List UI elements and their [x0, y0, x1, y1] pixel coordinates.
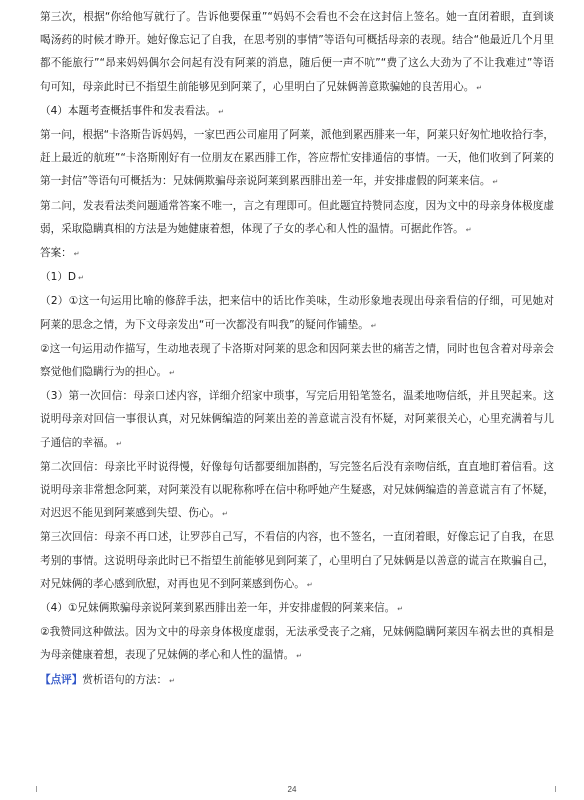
paragraph-mark-icon: ↵ [296, 652, 303, 661]
paragraph [40, 290, 554, 337]
dianping-line [40, 669, 554, 693]
paragraph-text: 第三次回信：母亲不再口述，让罗莎自己写，不看信的内容，也不签名，一直闭着眼，好像忘记了自我，在思考别的事情。这说明母亲此时已不指望生前能够见到阿莱了，心里明白了兄妹俩是以善意的谎言在欺骗自己，对兄妹俩的孝心感到欣慰，对再也见不到阿莱感到伤心。 [40, 531, 554, 590]
dianping-text: 赏析语句的方法： [82, 673, 168, 686]
paragraph-mark-icon: ↵ [465, 225, 472, 234]
paragraph-mark-icon: ↵ [492, 178, 499, 187]
paragraph-mark-icon: ↵ [370, 321, 377, 330]
paragraph-text: 第二问，发表看法类问题通常答案不唯一，言之有理即可。但此题宜持赞同态度，因为文中的母亲身体极度虚弱，采取隐瞒真相的方法是为她健康着想，体现了子女的孝心和人性的温情。可据此作答。 [40, 199, 554, 235]
paragraph-mark-icon: ↵ [476, 83, 483, 92]
paragraph-mark-icon: ↵ [222, 510, 228, 519]
paragraph [40, 266, 554, 290]
paragraph-mark-icon: ↵ [218, 107, 225, 116]
paragraph-text: （1）D [40, 271, 77, 284]
paragraph-text: 答案： [40, 247, 72, 260]
paragraph [40, 100, 554, 124]
paragraph-text: （2）①这一句运用比喻的修辞手法，把来信中的话比作美味，生动形象地表现出母亲看信的仔细，可见她对阿莱的思念之情，为下文母亲发出“可一次都没有叫我”的疑问作铺垫。 [40, 295, 554, 331]
paragraph-mark-icon: ↵ [73, 250, 80, 259]
paragraph-text: （4）①兄妹俩欺骗母亲说阿莱到累西腓出差一年，并安排虚假的阿莱来信。 [40, 602, 396, 615]
paragraph [40, 456, 554, 527]
paragraph-text: 第三次，根据“你给他写就行了。告诉他要保重”“妈妈不会看也不会在这封信上签名。她一直闭着眼，直到谈喝汤药的时候才睁开。她好像忘记了自我，在思考别的事情”等语句可概括母亲的表现。结合“他最近几个月里都不能旅行”“昂来妈妈偶尔会问起有没有阿莱的消息，随后便一声不吭”“费了这么大劲为了不让我难过”等语句可知，母亲此时已不指望生前能够见到阿莱了，心里明白了兄妹俩善意欺骗她的良苦用心。 [40, 11, 554, 93]
paragraph [40, 124, 554, 195]
paragraph-text: ②我赞同这种做法。因为文中的母亲身体极度虚弱，无法承受丧子之痛，兄妹俩隐瞒阿莱因车祸去世的真相是为母亲健康着想，表现了兄妹俩的孝心和人性的温情。 [40, 626, 554, 662]
paragraph [40, 385, 554, 456]
dianping-label: 【点评】 [40, 673, 83, 686]
paragraph-text: 第一问，根据“卡洛斯告诉妈妈，一家巴西公司雇用了阿莱，派他到累西腓来一年，阿莱只好匆忙地收拾行李，赶上最近的航班”“卡洛斯刚好有一位朋友在累西腓工作，答应帮忙安排通信的事情。一天，他们收到了阿莱的第一封信”等语句可概括为：兄妹俩欺骗母亲说阿莱到累西腓出差一年，并安排虚假的阿莱来信。 [40, 129, 554, 188]
answer-heading [40, 242, 554, 266]
paragraph-mark-icon: ↵ [397, 605, 404, 614]
paragraph [40, 621, 554, 668]
paragraph-text: ②这一句运用动作描写，生动地表现了卡洛斯对阿莱的思念和因阿莱去世的痛苦之情，同时也包含着对母亲会察觉他们隐瞒行为的担心。 [40, 342, 554, 379]
paragraph-text: 第二次回信：母亲比平时说得慢，好像每句话都要细加斟酌，写完签名后没有亲吻信纸，直直地盯着信看。这说明母亲非常想念阿莱，对阿莱没有以昵称称呼在信中称呼她产生疑惑，对兄妹俩编造的善意谎言有了怀疑，对迟迟不能见到阿莱感到失望、伤心。 [40, 460, 554, 520]
paragraph [40, 195, 554, 242]
paragraph-text: （3）第一次回信：母亲口述内容，详细介绍家中琐事，写完后用铅笔签名，温柔地吻信纸，并且哭起来。这说明母亲对回信一事很认真，对兄妹俩编造的阿莱出差的善意谎言没有怀疑，对阿莱很关心，心里充满着与儿子通信的幸福。 [40, 390, 554, 449]
paragraph-mark-icon: ↵ [116, 439, 123, 448]
paragraph-mark-icon: ↵ [78, 274, 84, 283]
paragraph [40, 338, 554, 385]
page-number: 24 [287, 785, 297, 794]
paragraph [40, 597, 554, 621]
paragraph-mark-icon: ↵ [169, 676, 175, 685]
paragraph [40, 6, 554, 100]
paragraph [40, 526, 554, 597]
paragraph-text: （4）本题考查概括事件和发表看法。 [40, 104, 217, 117]
paragraph-mark-icon: ↵ [306, 580, 313, 589]
paragraph-mark-icon: ↵ [169, 369, 175, 378]
